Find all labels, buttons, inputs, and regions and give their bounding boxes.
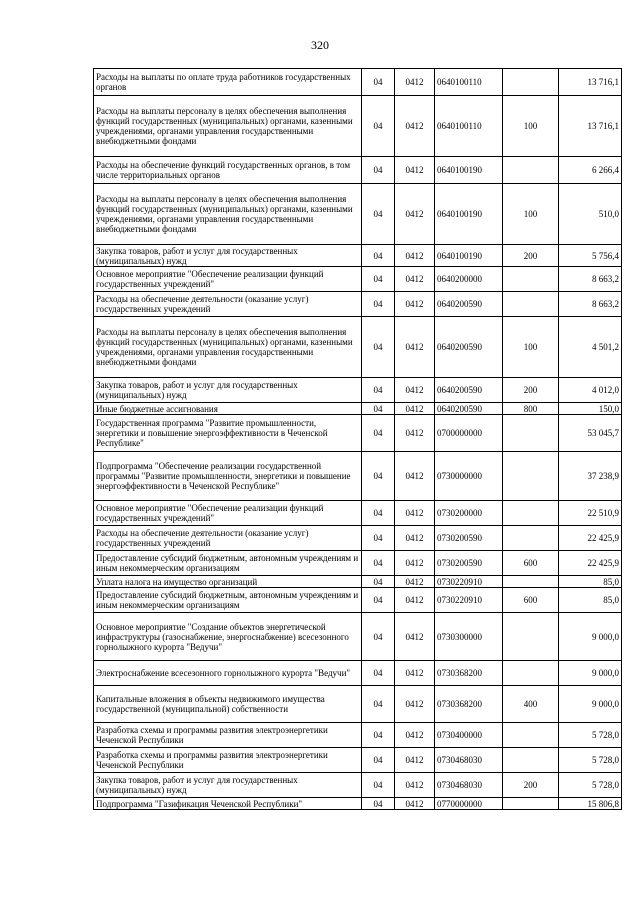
cell-target-article: 0730368200	[435, 686, 503, 723]
cell-subsection: 0412	[395, 588, 435, 613]
table-row	[94, 292, 622, 317]
cell-name: Расходы на обеспечение деятельности (оказание услуг) государственных учреждений	[94, 526, 362, 551]
cell-target-article: 0730400000	[435, 723, 503, 748]
table-row	[94, 773, 622, 798]
cell-subsection: 0412	[395, 317, 435, 378]
cell-name: Капитальные вложения в объекты недвижимого имущества государственной (муниципальной) собственности	[94, 686, 362, 723]
cell-name: Предоставление субсидий бюджетным, автономным учреждениям и иным некоммерческим организациям	[94, 588, 362, 613]
cell-name: Разработка схемы и программы развития электроэнергетики Чеченской Республики	[94, 723, 362, 748]
table-row	[94, 403, 622, 415]
cell-name: Закупка товаров, работ и услуг для государственных (муниципальных) нужд	[94, 378, 362, 403]
table-row	[94, 415, 622, 452]
budget-table	[93, 68, 622, 810]
cell-section: 04	[362, 184, 395, 245]
table-row	[94, 96, 622, 157]
cell-name: Расходы на выплаты персоналу в целях обеспечения выполнения функций государственных (муниципальных) органами, казенными учреждениями, органами управления государственными внебюджетными фондами	[94, 317, 362, 378]
cell-subsection: 0412	[395, 415, 435, 452]
cell-subsection: 0412	[395, 96, 435, 157]
cell-section: 04	[362, 748, 395, 773]
cell-subsection: 0412	[395, 403, 435, 415]
cell-section: 04	[362, 157, 395, 184]
cell-subsection: 0412	[395, 773, 435, 798]
cell-amount: 5 756,4	[559, 245, 622, 267]
cell-name: Предоставление субсидий бюджетным, автономным учреждениям и иным некоммерческим организациям	[94, 551, 362, 576]
cell-target-article: 0730300000	[435, 613, 503, 661]
cell-subsection: 0412	[395, 501, 435, 526]
cell-amount: 85,0	[559, 588, 622, 613]
cell-target-article: 0730220910	[435, 588, 503, 613]
cell-amount: 150,0	[559, 403, 622, 415]
cell-expense-type: 600	[503, 588, 559, 613]
cell-target-article: 0640100110	[435, 96, 503, 157]
table-row	[94, 723, 622, 748]
table-row	[94, 184, 622, 245]
cell-section: 04	[362, 415, 395, 452]
cell-section: 04	[362, 588, 395, 613]
cell-target-article: 0640200000	[435, 267, 503, 292]
cell-amount: 13 716,1	[559, 96, 622, 157]
cell-expense-type: 400	[503, 686, 559, 723]
cell-name: Расходы на обеспечение деятельности (оказание услуг) государственных учреждений	[94, 292, 362, 317]
cell-target-article: 0700000000	[435, 415, 503, 452]
cell-amount: 15 806,8	[559, 798, 622, 810]
table-row	[94, 157, 622, 184]
cell-amount: 9 000,0	[559, 661, 622, 686]
table-row	[94, 613, 622, 661]
cell-amount: 6 266,4	[559, 157, 622, 184]
cell-amount: 4 501,2	[559, 317, 622, 378]
cell-amount: 53 045,7	[559, 415, 622, 452]
cell-subsection: 0412	[395, 551, 435, 576]
cell-expense-type	[503, 267, 559, 292]
table-row	[94, 267, 622, 292]
cell-name: Расходы на выплаты персоналу в целях обеспечения выполнения функций государственных (муниципальных) органами, казенными учреждениями, органами управления государственными внебюджетными фондами	[94, 184, 362, 245]
cell-expense-type: 600	[503, 551, 559, 576]
cell-target-article: 0640200590	[435, 378, 503, 403]
table-row	[94, 378, 622, 403]
cell-subsection: 0412	[395, 686, 435, 723]
cell-amount: 8 663,2	[559, 292, 622, 317]
table-row	[94, 661, 622, 686]
cell-subsection: 0412	[395, 748, 435, 773]
cell-expense-type: 200	[503, 378, 559, 403]
cell-target-article: 0730468030	[435, 748, 503, 773]
cell-expense-type: 100	[503, 96, 559, 157]
cell-expense-type	[503, 723, 559, 748]
cell-target-article: 0640100190	[435, 157, 503, 184]
table-row	[94, 798, 622, 810]
cell-amount: 9 000,0	[559, 613, 622, 661]
cell-section: 04	[362, 403, 395, 415]
cell-expense-type	[503, 501, 559, 526]
cell-target-article: 0640100190	[435, 184, 503, 245]
cell-target-article: 0770000000	[435, 798, 503, 810]
cell-amount: 8 663,2	[559, 267, 622, 292]
cell-expense-type: 200	[503, 773, 559, 798]
cell-name: Основное мероприятие "Обеспечение реализации функций государственных учреждений"	[94, 501, 362, 526]
cell-section: 04	[362, 723, 395, 748]
cell-amount: 37 238,9	[559, 452, 622, 501]
budget-table-body	[94, 69, 622, 810]
cell-name: Расходы на обеспечение функций государственных органов, в том числе территориальных органов	[94, 157, 362, 184]
cell-expense-type: 100	[503, 317, 559, 378]
cell-subsection: 0412	[395, 723, 435, 748]
cell-name: Иные бюджетные ассигнования	[94, 403, 362, 415]
cell-expense-type	[503, 157, 559, 184]
cell-subsection: 0412	[395, 378, 435, 403]
cell-section: 04	[362, 267, 395, 292]
cell-name: Расходы на выплаты персоналу в целях обеспечения выполнения функций государственных (муниципальных) органами, казенными учреждениями, органами управления государственными внебюджетными фондами	[94, 96, 362, 157]
cell-section: 04	[362, 245, 395, 267]
cell-section: 04	[362, 317, 395, 378]
cell-target-article: 0640200590	[435, 317, 503, 378]
cell-name: Закупка товаров, работ и услуг для государственных (муниципальных) нужд	[94, 773, 362, 798]
cell-subsection: 0412	[395, 69, 435, 96]
table-row	[94, 69, 622, 96]
cell-target-article: 0640100190	[435, 245, 503, 267]
cell-target-article: 0640100110	[435, 69, 503, 96]
cell-section: 04	[362, 452, 395, 501]
cell-section: 04	[362, 798, 395, 810]
cell-subsection: 0412	[395, 526, 435, 551]
cell-subsection: 0412	[395, 798, 435, 810]
cell-expense-type	[503, 452, 559, 501]
table-row	[94, 551, 622, 576]
cell-section: 04	[362, 501, 395, 526]
cell-name: Электроснабжение всесезонного горнолыжного курорта "Ведучи"	[94, 661, 362, 686]
cell-target-article: 0730200590	[435, 551, 503, 576]
cell-expense-type	[503, 661, 559, 686]
cell-expense-type	[503, 415, 559, 452]
cell-target-article: 0730468030	[435, 773, 503, 798]
table-row	[94, 452, 622, 501]
cell-target-article: 0640200590	[435, 403, 503, 415]
cell-subsection: 0412	[395, 245, 435, 267]
cell-name: Подпрограмма "Обеспечение реализации государственной программы "Развитие промышленности, энергетики и повышение энергоэффективности в Чеченской Республике"	[94, 452, 362, 501]
cell-amount: 22 425,9	[559, 551, 622, 576]
table-row	[94, 588, 622, 613]
cell-section: 04	[362, 378, 395, 403]
cell-name: Государственная программа "Развитие промышленности, энергетики и повышение энергоэффективности в Чеченской Республике"	[94, 415, 362, 452]
cell-expense-type: 200	[503, 245, 559, 267]
cell-amount: 5 728,0	[559, 748, 622, 773]
cell-expense-type	[503, 576, 559, 588]
cell-target-article: 0730220910	[435, 576, 503, 588]
cell-subsection: 0412	[395, 613, 435, 661]
cell-section: 04	[362, 292, 395, 317]
table-row	[94, 748, 622, 773]
cell-expense-type: 800	[503, 403, 559, 415]
cell-section: 04	[362, 526, 395, 551]
cell-section: 04	[362, 686, 395, 723]
cell-name: Уплата налога на имущество организаций	[94, 576, 362, 588]
cell-amount: 9 000,0	[559, 686, 622, 723]
cell-section: 04	[362, 69, 395, 96]
cell-expense-type	[503, 69, 559, 96]
cell-section: 04	[362, 96, 395, 157]
cell-amount: 510,0	[559, 184, 622, 245]
cell-expense-type	[503, 292, 559, 317]
cell-amount: 5 728,0	[559, 723, 622, 748]
cell-subsection: 0412	[395, 452, 435, 501]
cell-expense-type	[503, 748, 559, 773]
cell-section: 04	[362, 661, 395, 686]
cell-subsection: 0412	[395, 184, 435, 245]
cell-expense-type	[503, 613, 559, 661]
cell-section: 04	[362, 613, 395, 661]
cell-section: 04	[362, 773, 395, 798]
table-row	[94, 576, 622, 588]
cell-amount: 22 510,9	[559, 501, 622, 526]
cell-name: Расходы на выплаты по оплате труда работников государственных органов	[94, 69, 362, 96]
table-row	[94, 501, 622, 526]
cell-name: Подпрограмма "Газификация Чеченской Республики"	[94, 798, 362, 810]
cell-subsection: 0412	[395, 661, 435, 686]
table-row	[94, 686, 622, 723]
cell-subsection: 0412	[395, 157, 435, 184]
cell-amount: 13 716,1	[559, 69, 622, 96]
cell-name: Закупка товаров, работ и услуг для государственных (муниципальных) нужд	[94, 245, 362, 267]
cell-amount: 5 728,0	[559, 773, 622, 798]
cell-name: Разработка схемы и программы развития электроэнергетики Чеченской Республики	[94, 748, 362, 773]
cell-target-article: 0730200590	[435, 526, 503, 551]
table-row	[94, 245, 622, 267]
cell-subsection: 0412	[395, 267, 435, 292]
cell-name: Основное мероприятие "Создание объектов энергетической инфраструктуры (газоснабжение, энергоснабжение) всесезонного горнолыжного курорта "Ведучи"	[94, 613, 362, 661]
page-number: 320	[311, 38, 329, 52]
cell-expense-type	[503, 526, 559, 551]
cell-section: 04	[362, 551, 395, 576]
cell-target-article: 0730368200	[435, 661, 503, 686]
cell-target-article: 0730000000	[435, 452, 503, 501]
cell-expense-type: 100	[503, 184, 559, 245]
cell-expense-type	[503, 798, 559, 810]
table-row	[94, 526, 622, 551]
cell-subsection: 0412	[395, 292, 435, 317]
table-row	[94, 317, 622, 378]
cell-section: 04	[362, 576, 395, 588]
cell-amount: 85,0	[559, 576, 622, 588]
cell-target-article: 0640200590	[435, 292, 503, 317]
cell-target-article: 0730200000	[435, 501, 503, 526]
cell-subsection: 0412	[395, 576, 435, 588]
cell-name: Основное мероприятие "Обеспечение реализации функций государственных учреждений"	[94, 267, 362, 292]
cell-amount: 22 425,9	[559, 526, 622, 551]
cell-amount: 4 012,0	[559, 378, 622, 403]
